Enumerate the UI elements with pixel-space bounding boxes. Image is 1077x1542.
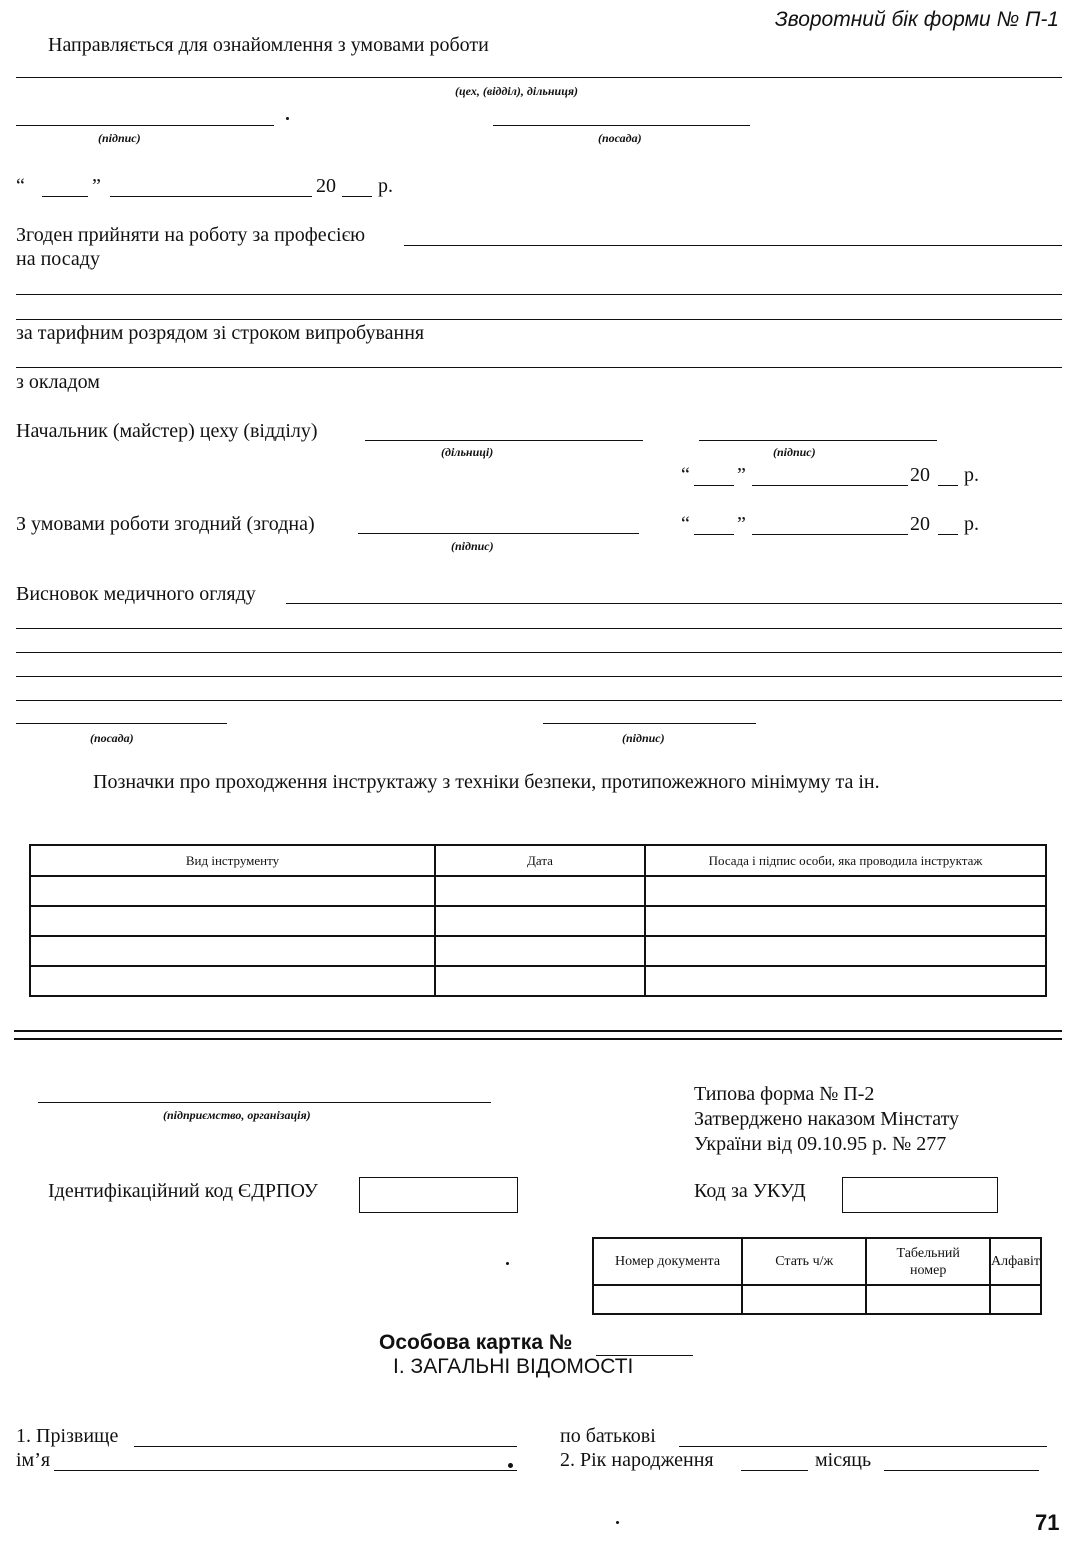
table-row (30, 876, 1046, 906)
agree-signature-line[interactable] (358, 533, 639, 534)
briefing-cell[interactable] (645, 966, 1046, 996)
signature-caption: (підпис) (98, 131, 141, 145)
briefing-cell[interactable] (30, 966, 435, 996)
date-day-line[interactable] (42, 196, 88, 197)
agree-profession-label: Згоден прийняти на роботу за професією (16, 224, 366, 246)
date3-month-line[interactable] (752, 534, 908, 535)
date-open-quote: “ (16, 175, 25, 197)
date-year-prefix: 20 (316, 175, 336, 197)
surname-label: 1. Прізвище (16, 1425, 119, 1447)
medical-line-2[interactable] (16, 628, 1062, 629)
date3-day-line[interactable] (694, 534, 734, 535)
chief-label: Начальник (майстер) цеху (відділу) (16, 420, 318, 442)
codes-header-gender: Стать ч/ж (742, 1238, 866, 1285)
briefing-header-date: Дата (435, 845, 645, 876)
codes-cell[interactable] (593, 1285, 742, 1314)
briefing-header-tool: Вид інструменту (30, 845, 435, 876)
medical-line-5[interactable] (16, 700, 1062, 701)
surname-line[interactable] (134, 1446, 517, 1447)
briefing-title: Позначки про проходження інструктажу з техніки безпеки, протипожежного мінімуму та ін. (93, 771, 880, 793)
date2-year-suffix: р. (964, 464, 979, 486)
codes-header-tabnumber: Табельний номер (866, 1238, 990, 1285)
briefing-cell[interactable] (645, 876, 1046, 906)
name-label: ім’я (16, 1449, 51, 1471)
position-fill-line[interactable] (16, 294, 1062, 295)
date2-year-prefix: 20 (910, 464, 930, 486)
briefing-cell[interactable] (30, 906, 435, 936)
birth-year-line[interactable] (741, 1470, 808, 1471)
salary-label: з окладом (16, 371, 100, 393)
position-line[interactable] (493, 125, 750, 126)
briefing-cell[interactable] (30, 936, 435, 966)
tariff-label: за тарифним розрядом зі строком випробування (16, 322, 425, 344)
agree-signature-caption: (підпис) (451, 539, 494, 553)
date3-year-suffix: р. (964, 513, 979, 535)
section-title: І. ЗАГАЛЬНІ ВІДОМОСТІ (393, 1355, 634, 1378)
chief-section-line[interactable] (365, 440, 643, 441)
ukud-label: Код за УКУД (694, 1180, 806, 1202)
card-title: Особова картка № (379, 1331, 573, 1354)
month-label: місяць (815, 1449, 872, 1471)
date3-close-quote: ” (737, 513, 746, 535)
signature-line[interactable] (16, 125, 274, 126)
date2-open-quote: “ (681, 464, 690, 486)
print-speck (286, 117, 289, 120)
briefing-header-instructor: Посада і підпис особи, яка проводила інструктаж (645, 845, 1046, 876)
briefing-cell[interactable] (645, 906, 1046, 936)
workshop-line[interactable] (16, 77, 1062, 78)
medical-position-caption: (посада) (90, 731, 134, 745)
form-side-title: Зворотний бік форми № П-1 (774, 8, 1059, 31)
chief-signature-caption: (підпис) (773, 445, 816, 459)
print-speck (616, 1521, 619, 1524)
edrpou-label: Ідентифікаційний код ЄДРПОУ (48, 1180, 318, 1202)
briefing-cell[interactable] (435, 876, 645, 906)
date3-year-prefix: 20 (910, 513, 930, 535)
table-row (593, 1285, 1041, 1314)
ukud-code-box[interactable] (842, 1177, 998, 1213)
medical-position-line[interactable] (16, 723, 227, 724)
birth-year-label: 2. Рік народження (560, 1449, 714, 1471)
position-caption: (посада) (598, 131, 642, 145)
workshop-caption: (цех, (відділ), дільниця) (455, 84, 579, 98)
medical-line-3[interactable] (16, 652, 1062, 653)
organization-caption: (підприємство, організація) (163, 1108, 311, 1122)
edrpou-code-box[interactable] (359, 1177, 518, 1213)
date2-month-line[interactable] (752, 485, 908, 486)
profession-line[interactable] (404, 245, 1062, 246)
date-month-line[interactable] (110, 196, 312, 197)
agree-conditions-label: З умовами роботи згодний (згодна) (16, 513, 315, 535)
date-close-quote: ” (92, 175, 101, 197)
section-caption: (дільниці) (441, 445, 494, 459)
section-divider-2 (14, 1038, 1062, 1040)
to-position-label: на посаду (16, 248, 100, 270)
print-speck (508, 1463, 513, 1468)
medical-signature-caption: (підпис) (622, 731, 665, 745)
codes-header-document: Номер документа (593, 1238, 742, 1285)
organization-line[interactable] (38, 1102, 491, 1103)
medical-signature-line[interactable] (543, 723, 756, 724)
codes-table (592, 1237, 1042, 1315)
date2-year-line[interactable] (938, 485, 958, 486)
briefing-cell[interactable] (435, 906, 645, 936)
codes-header-alphabet: Алфавіт (990, 1238, 1041, 1285)
briefing-cell[interactable] (435, 936, 645, 966)
codes-cell[interactable] (866, 1285, 990, 1314)
typical-form-label: Типова форма № П-2 (694, 1083, 875, 1105)
approved-date-label: України від 09.10.95 р. № 277 (694, 1133, 947, 1155)
date2-close-quote: ” (737, 464, 746, 486)
date3-year-line[interactable] (938, 534, 958, 535)
date-year-line[interactable] (342, 196, 372, 197)
date3-open-quote: “ (681, 513, 690, 535)
approved-label: Затверджено наказом Мінстату (694, 1108, 960, 1130)
name-line[interactable] (54, 1470, 517, 1471)
form-approval-block (694, 1082, 959, 1157)
patronymic-line[interactable] (679, 1446, 1047, 1447)
briefing-table (29, 844, 1047, 997)
chief-signature-line[interactable] (699, 440, 937, 441)
patronymic-label: по батькові (560, 1425, 656, 1447)
briefing-cell[interactable] (645, 936, 1046, 966)
briefing-cell[interactable] (435, 966, 645, 996)
page-number: 71 (1035, 1510, 1060, 1535)
sent-for-label: Направляється для ознайомлення з умовами роботи (48, 34, 489, 56)
tariff-line[interactable] (16, 367, 1062, 368)
table-row (30, 936, 1046, 966)
position-fill-line-2[interactable] (16, 319, 1062, 320)
section-divider (14, 1030, 1062, 1032)
medical-line-4[interactable] (16, 676, 1062, 677)
briefing-cell[interactable] (30, 876, 435, 906)
codes-cell[interactable] (990, 1285, 1041, 1314)
medical-label: Висновок медичного огляду (16, 583, 256, 605)
medical-line[interactable] (286, 603, 1062, 604)
date-year-suffix: р. (378, 175, 393, 197)
month-line[interactable] (884, 1470, 1039, 1471)
table-row (30, 966, 1046, 996)
print-speck (506, 1262, 509, 1265)
codes-cell[interactable] (742, 1285, 866, 1314)
table-row (30, 906, 1046, 936)
date2-day-line[interactable] (694, 485, 734, 486)
